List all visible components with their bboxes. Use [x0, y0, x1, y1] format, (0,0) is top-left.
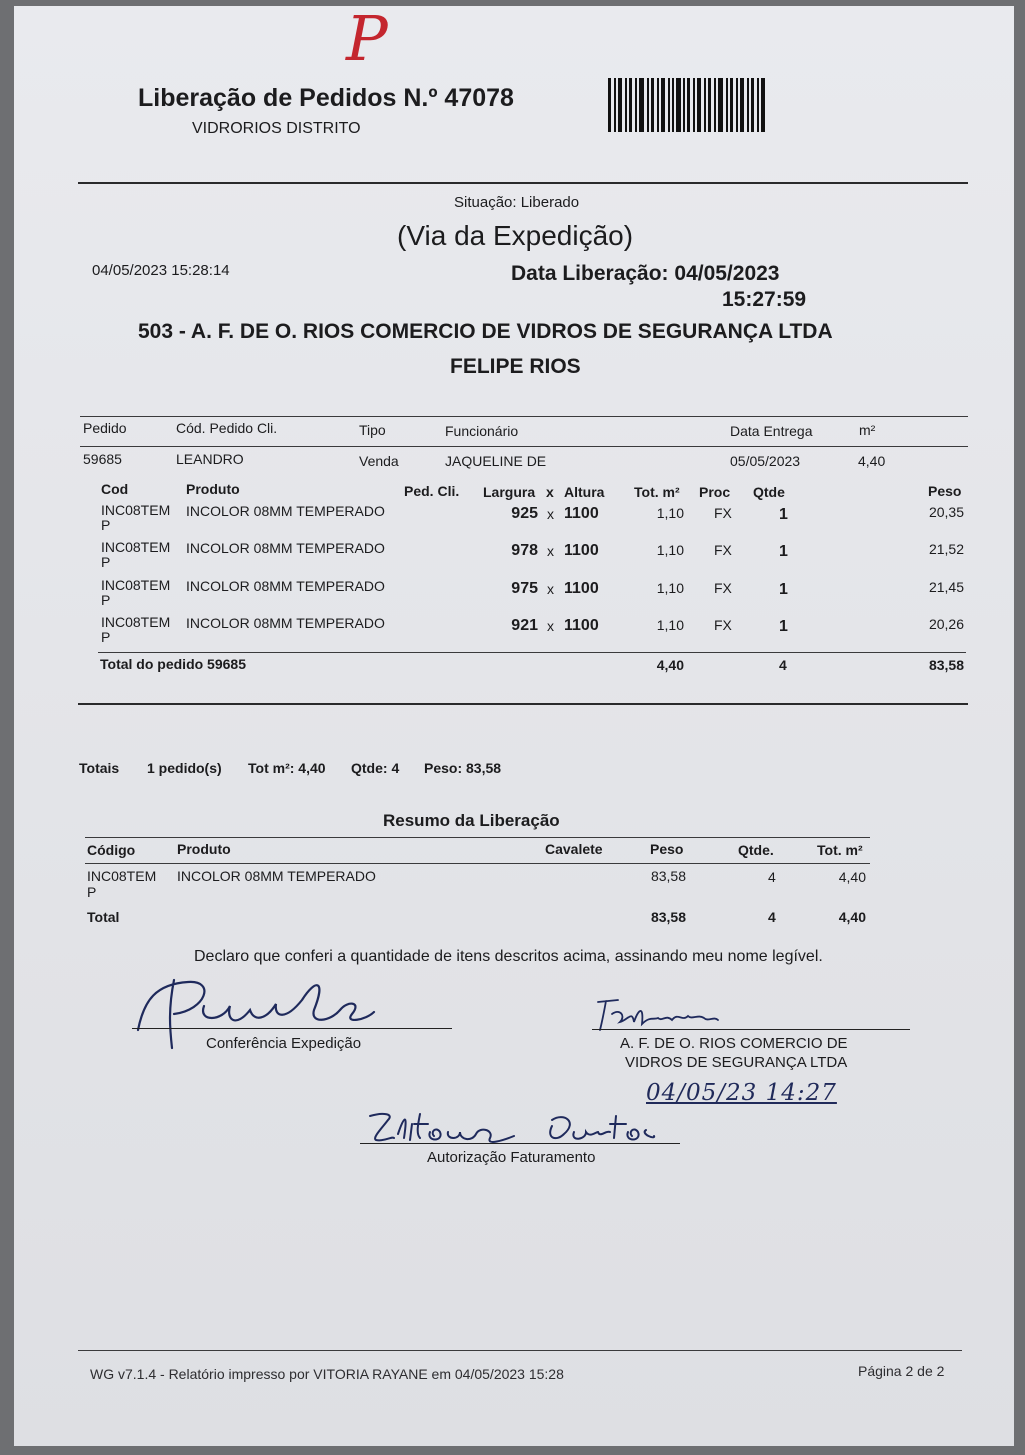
handwritten-datetime: 04/05/23 14:27 — [646, 1080, 837, 1106]
label-cod-pedido-cli: Cód. Pedido Cli. — [176, 420, 278, 436]
cell-cod: INC08TEM — [101, 539, 171, 555]
document-title: Liberação de Pedidos N.º 47078 — [138, 84, 514, 112]
cell-proc: FX — [714, 617, 732, 633]
cell-tot-m2: 1,10 — [656, 542, 684, 558]
cell-cod-cont: P — [101, 517, 111, 533]
annotation-mark: P — [346, 2, 388, 75]
divider — [98, 652, 966, 653]
signature-line — [592, 1029, 910, 1030]
cell-qtde: 1 — [779, 543, 788, 560]
divider — [78, 703, 968, 705]
footer-printed-by: WG v7.1.4 - Relatório impresso por VITORIA RAYANE em 04/05/2023 15:28 — [90, 1366, 564, 1382]
value-cod-pedido-cli: LEANDRO — [176, 451, 244, 467]
label-data-entrega: Data Entrega — [730, 423, 813, 439]
copy-label: (Via da Expedição) — [397, 220, 634, 251]
summary-total-qtde: 4 — [768, 909, 776, 925]
summary-total-tot-m2: 4,40 — [838, 909, 866, 925]
summary-cell-codigo: INC08TEM — [87, 868, 157, 884]
release-date: Data Liberação: 04/05/2023 — [511, 262, 780, 285]
cell-tot-m2: 1,10 — [656, 617, 684, 633]
cell-proc: FX — [714, 580, 732, 596]
col-altura: Altura — [564, 484, 605, 500]
total-tot-m2: 4,40 — [656, 657, 684, 673]
divider — [80, 446, 968, 447]
cell-x: x — [547, 543, 554, 559]
total-label: Total do pedido 59685 — [100, 656, 246, 672]
cell-produto: INCOLOR 08MM TEMPERADO — [186, 540, 385, 556]
col-largura: Largura — [483, 484, 536, 500]
col-x: x — [546, 484, 554, 500]
value-m2: 4,40 — [858, 453, 886, 469]
summary-col-tot-m2: Tot. m² — [817, 842, 863, 858]
summary-col-produto: Produto — [177, 841, 231, 857]
cell-largura: 978 — [511, 542, 538, 559]
summary-total-peso: 83,58 — [650, 909, 686, 925]
cell-x: x — [547, 618, 554, 634]
document-page — [14, 2, 1014, 1446]
summary-cell-codigo-cont: P — [87, 884, 97, 900]
cell-tot-m2: 1,10 — [656, 505, 684, 521]
cell-peso: 21,52 — [928, 541, 964, 557]
totals-pedidos: 1 pedido(s) — [147, 760, 222, 776]
cell-produto: INCOLOR 08MM TEMPERADO — [186, 615, 385, 631]
release-time: 15:27:59 — [722, 288, 807, 311]
col-proc: Proc — [699, 484, 731, 500]
summary-cell-produto: INCOLOR 08MM TEMPERADO — [177, 868, 376, 884]
summary-col-qtde: Qtde. — [738, 842, 774, 858]
summary-cell-peso: 83,58 — [650, 868, 686, 884]
col-ped-cli: Ped. Cli. — [404, 483, 460, 499]
cell-cod-cont: P — [101, 592, 111, 608]
cell-cod-cont: P — [101, 629, 111, 645]
cell-cod: INC08TEM — [101, 502, 171, 518]
summary-col-cavalete: Cavalete — [545, 841, 603, 857]
col-peso: Peso — [928, 483, 962, 499]
cell-cod-cont: P — [101, 554, 111, 570]
cell-cod: INC08TEM — [101, 614, 171, 630]
value-funcionario: JAQUELINE DE — [445, 453, 547, 469]
cell-altura: 1100 — [564, 542, 599, 559]
barcode-icon — [608, 78, 766, 132]
cell-produto: INCOLOR 08MM TEMPERADO — [186, 578, 385, 594]
cell-qtde: 1 — [779, 506, 788, 523]
total-peso: 83,58 — [928, 657, 964, 673]
cell-x: x — [547, 581, 554, 597]
declaration-text: Declaro que conferi a quantidade de itens descritos acima, assinando meu nome legível. — [194, 948, 823, 965]
col-cod: Cod — [101, 481, 129, 497]
cell-peso: 20,26 — [928, 616, 964, 632]
summary-total-label: Total — [87, 909, 120, 925]
total-qtde: 4 — [779, 657, 787, 673]
faturamento-label: Autorização Faturamento — [427, 1149, 596, 1166]
totals-qtde: Qtde: 4 — [351, 760, 400, 776]
cell-peso: 20,35 — [928, 504, 964, 520]
cell-qtde: 1 — [779, 618, 788, 635]
cell-altura: 1100 — [564, 617, 599, 634]
divider — [78, 182, 968, 184]
cell-largura: 921 — [511, 617, 538, 634]
client-name: 503 - A. F. DE O. RIOS COMERCIO DE VIDROS DE SEGURANÇA LTDA — [138, 320, 833, 343]
cell-altura: 1100 — [564, 505, 599, 522]
client-signature-label-1: A. F. DE O. RIOS COMERCIO DE — [620, 1035, 848, 1052]
value-pedido: 59685 — [83, 451, 122, 467]
divider — [85, 837, 870, 838]
value-data-entrega: 05/05/2023 — [730, 453, 801, 469]
cell-x: x — [547, 506, 554, 522]
print-datetime: 04/05/2023 15:28:14 — [92, 262, 230, 279]
expedicao-label: Conferência Expedição — [206, 1035, 362, 1052]
value-tipo: Venda — [359, 453, 399, 469]
totals-tot-m2: Tot m²: 4,40 — [248, 760, 326, 776]
label-funcionario: Funcionário — [445, 423, 519, 439]
cell-tot-m2: 1,10 — [656, 580, 684, 596]
divider — [80, 416, 968, 417]
label-m2: m² — [859, 422, 876, 438]
cell-largura: 975 — [511, 580, 538, 597]
summary-cell-tot-m2: 4,40 — [838, 869, 866, 885]
cell-qtde: 1 — [779, 581, 788, 598]
status-label: Situação: Liberado — [454, 194, 580, 211]
cell-produto: INCOLOR 08MM TEMPERADO — [186, 503, 385, 519]
summary-title: Resumo da Liberação — [383, 811, 560, 830]
summary-col-peso: Peso — [650, 841, 684, 857]
cell-cod: INC08TEM — [101, 577, 171, 593]
col-produto: Produto — [186, 481, 240, 497]
cell-proc: FX — [714, 505, 732, 521]
signature-line — [132, 1028, 452, 1029]
divider — [85, 863, 870, 864]
cell-altura: 1100 — [564, 580, 599, 597]
label-tipo: Tipo — [359, 422, 386, 438]
client-contact: FELIPE RIOS — [450, 355, 581, 378]
totals-label: Totais — [79, 760, 120, 776]
col-tot-m2: Tot. m² — [634, 484, 680, 500]
cell-largura: 925 — [511, 505, 538, 522]
company-name: VIDRORIOS DISTRITO — [192, 120, 361, 137]
signature-line — [360, 1143, 680, 1144]
summary-cell-qtde: 4 — [768, 869, 776, 885]
cell-peso: 21,45 — [928, 579, 964, 595]
divider — [78, 1350, 962, 1351]
client-signature-label-2: VIDROS DE SEGURANÇA LTDA — [625, 1054, 848, 1071]
cell-proc: FX — [714, 542, 732, 558]
label-pedido: Pedido — [83, 420, 127, 436]
col-qtde: Qtde — [753, 484, 785, 500]
totals-peso: Peso: 83,58 — [424, 760, 502, 776]
footer-page-number: Página 2 de 2 — [858, 1363, 945, 1379]
summary-col-codigo: Código — [87, 842, 136, 858]
